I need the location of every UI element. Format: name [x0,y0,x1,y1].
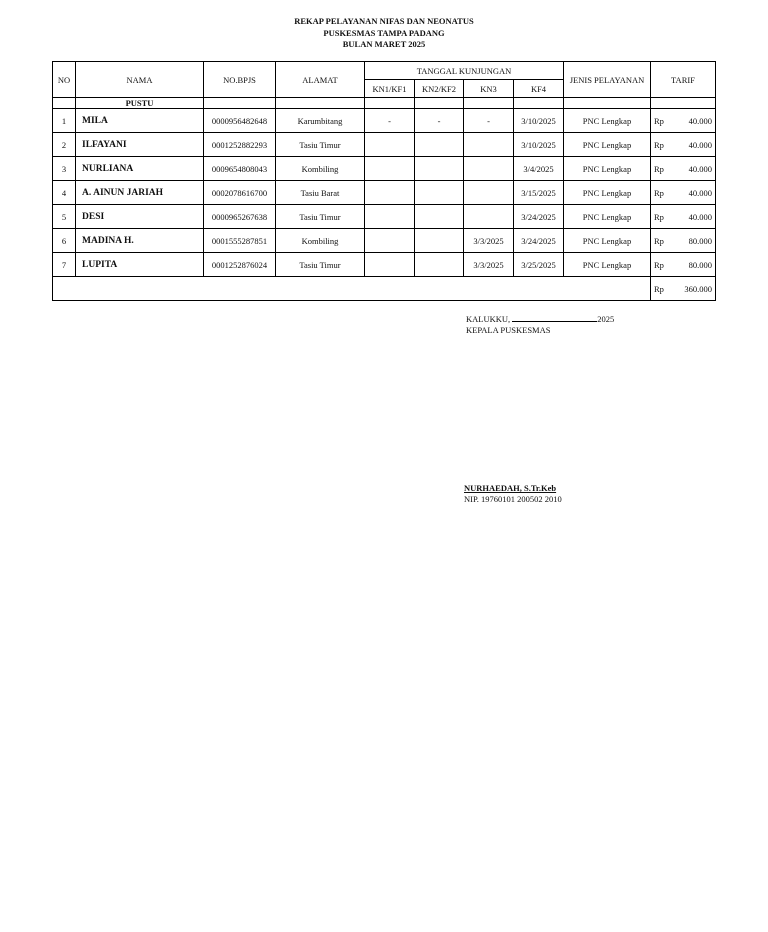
cell-kn2 [415,229,464,253]
header-tanggal-kunjungan: TANGGAL KUNJUNGAN [365,62,564,80]
cell-kn1 [365,229,415,253]
tarif-currency: Rp [654,115,664,126]
tarif-currency: Rp [654,259,664,270]
cell-kn3 [464,133,514,157]
cell-kn3 [464,157,514,181]
cell-jenis: PNC Lengkap [564,205,651,229]
cell-no: 1 [53,109,76,133]
cell-kf4: 3/4/2025 [514,157,564,181]
table-row [53,157,716,181]
total-row [53,277,716,301]
rekap-table [52,61,716,301]
header-kn1: KN1/KF1 [365,80,415,98]
tarif-amount: 40.000 [688,187,712,198]
cell-bpjs: 0009654808043 [204,157,276,181]
cell-alamat: Tasiu Timur [276,133,365,157]
cell-jenis: PNC Lengkap [564,133,651,157]
tarif-amount: 40.000 [688,163,712,174]
tarif-amount: 40.000 [688,211,712,222]
cell-kn3: 3/3/2025 [464,253,514,277]
tarif-amount: 40.000 [688,139,712,150]
header-kn2: KN2/KF2 [415,80,464,98]
tarif-currency: Rp [654,235,664,246]
cell-alamat: Kombiling [276,229,365,253]
cell-tarif [651,157,716,181]
table-row [53,133,716,157]
total-currency: Rp [654,283,664,294]
cell-nama: MILA [76,109,204,133]
cell-kn1: - [365,109,415,133]
cell-bpjs: 0001555287851 [204,229,276,253]
cell-tarif [651,181,716,205]
cell-tarif [651,133,716,157]
cell-bpjs: 0001252876024 [204,253,276,277]
cell-kn1 [365,253,415,277]
cell-nama: ILFAYANI [76,133,204,157]
total-cell [651,277,716,301]
signer-name: NURHAEDAH, S.Tr.Keb [464,483,557,493]
cell-kn2 [415,181,464,205]
cell-alamat: Tasiu Timur [276,205,365,229]
tarif-currency: Rp [654,163,664,174]
header-no: NO [53,62,76,98]
cell-tarif [651,229,716,253]
cell-bpjs: 0000965267638 [204,205,276,229]
date-blank-line [512,313,597,322]
title-line-1: REKAP PELAYANAN NIFAS DAN NEONATUS [294,16,474,26]
cell-nama: NURLIANA [76,157,204,181]
cell-alamat: Tasiu Timur [276,253,365,277]
header-jenis-pelayanan: JENIS PELAYANAN [564,62,651,98]
tarif-amount: 80.000 [688,235,712,246]
cell-alamat: Tasiu Barat [276,181,365,205]
cell-kn2 [415,157,464,181]
cell-nama: LUPITA [76,253,204,277]
cell-no: 3 [53,157,76,181]
signature-block [466,313,614,336]
title-line-2: PUSKESMAS TAMPA PADANG [323,27,445,38]
cell-alamat: Karumbitang [276,109,365,133]
cell-kf4: 3/10/2025 [514,133,564,157]
cell-tarif [651,109,716,133]
table-row [53,181,716,205]
cell-jenis: PNC Lengkap [564,253,651,277]
cell-bpjs: 0000956482648 [204,109,276,133]
cell-kn3: 3/3/2025 [464,229,514,253]
table-row [53,205,716,229]
cell-kf4: 3/24/2025 [514,205,564,229]
cell-no: 2 [53,133,76,157]
cell-kn1 [365,157,415,181]
total-amount: 360.000 [684,283,712,294]
cell-kf4: 3/15/2025 [514,181,564,205]
signer-nip: NIP. 19760101 200502 2010 [464,493,562,504]
cell-jenis: PNC Lengkap [564,109,651,133]
signer-block [464,483,562,504]
cell-alamat: Kombiling [276,157,365,181]
cell-kf4: 3/24/2025 [514,229,564,253]
cell-kn2 [415,253,464,277]
cell-kn2 [415,205,464,229]
cell-kn1 [365,133,415,157]
signature-year: 2025 [597,314,615,324]
cell-nama: MADINA H. [76,229,204,253]
tarif-currency: Rp [654,139,664,150]
cell-kn3 [464,205,514,229]
cell-kn1 [365,205,415,229]
section-row [53,98,716,109]
cell-jenis: PNC Lengkap [564,157,651,181]
cell-jenis: PNC Lengkap [564,181,651,205]
signature-place-date [466,313,614,325]
cell-kf4: 3/10/2025 [514,109,564,133]
cell-bpjs: 0001252882293 [204,133,276,157]
table-row [53,253,716,277]
cell-tarif [651,205,716,229]
tarif-currency: Rp [654,187,664,198]
cell-nama: DESI [76,205,204,229]
table-row [53,109,716,133]
tarif-currency: Rp [654,211,664,222]
cell-kn3: - [464,109,514,133]
cell-tarif [651,253,716,277]
signature-role: KEPALA PUSKESMAS [466,325,551,335]
header-tarif: TARIF [651,62,716,98]
cell-kn2: - [415,109,464,133]
cell-bpjs: 0002078616700 [204,181,276,205]
cell-no: 7 [53,253,76,277]
cell-no: 5 [53,205,76,229]
signature-place: KALUKKU, [466,314,511,324]
cell-nama: A. AINUN JARIAH [76,181,204,205]
cell-jenis: PNC Lengkap [564,229,651,253]
cell-kn1 [365,181,415,205]
tarif-amount: 80.000 [688,259,712,270]
cell-kf4: 3/25/2025 [514,253,564,277]
cell-kn3 [464,181,514,205]
cell-no: 4 [53,181,76,205]
title-line-3: BULAN MARET 2025 [342,39,426,49]
header-alamat: ALAMAT [276,62,365,98]
cell-no: 6 [53,229,76,253]
section-label: PUSTU [76,98,204,109]
header-kn3: KN3 [464,80,514,98]
header-nama: NAMA [76,62,204,98]
tarif-amount: 40.000 [688,115,712,126]
cell-kn2 [415,133,464,157]
report-title [0,16,768,51]
header-kf4: KF4 [514,80,564,98]
table-row [53,229,716,253]
header-bpjs: NO.BPJS [204,62,276,98]
